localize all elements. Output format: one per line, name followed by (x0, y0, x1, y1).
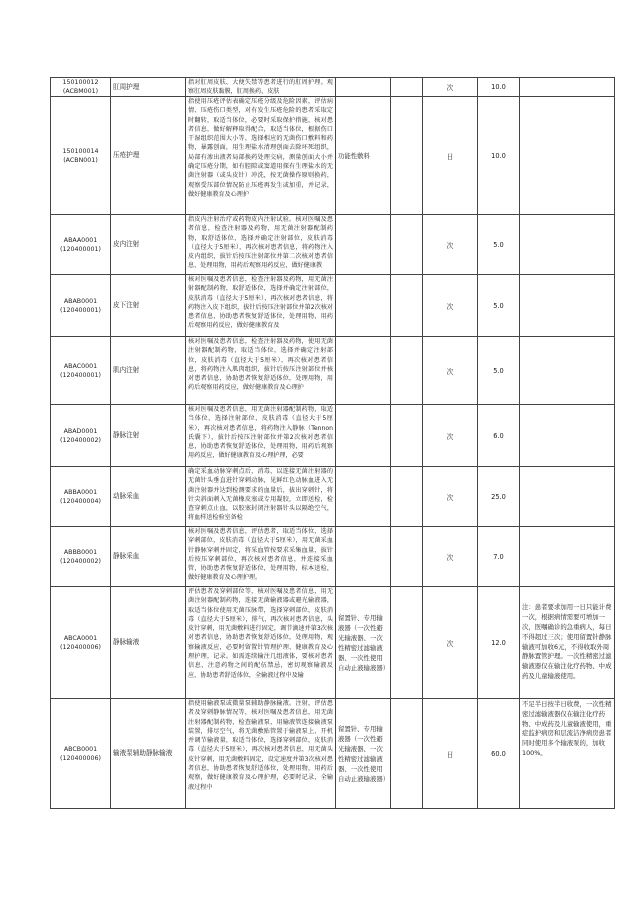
item-content-cell (186, 467, 336, 527)
item-name: 肛周护理 (111, 78, 186, 97)
item-code-legacy: (120400002) (60, 436, 101, 444)
item-content: 指对肛周皮肤、大便失禁等患者进行的肛周护理。观察肛周皮肤黏膜，肛周换药，皮肤 (188, 79, 333, 95)
item-code-legacy: (120400004) (60, 497, 101, 505)
item-exclusions: 留置针、专用输液器（一次性避光输液器、一次性精密过滤输液器、一次性使用自动止液输液器） (336, 587, 391, 699)
item-code-cell (51, 699, 111, 809)
item-price: 10.0 (478, 78, 520, 97)
item-notes: 注：患者要求加用一日只能计费一次，根据病情需要可增加一次，医嘱确诊的急重病人，每日不得超过三次；使用留置针静脉输液可加收6元，不得收取外周静脉置管护理。一次性精密过滤输液器仅在输注化疗药物、中成药及儿童输液使用。 (520, 587, 615, 699)
item-code: ABCA0001 (63, 634, 98, 642)
item-exclusions (336, 275, 391, 337)
table-row (51, 587, 615, 699)
item-content: 核对医嘱及患者信息，检查注射器及药物，用无菌注射器配制药物，取舒适体位，选择并确定注射部位，皮肤消毒（直径大于5厘米），再次核对患者信息，将药物注入皮下组织，拔针后按压注射部位并第2次核对患者信息，协助患者恢复舒适体位，处理用物，用药后观察用药反应，做好健康教育及 (188, 276, 333, 330)
item-code-cell (51, 215, 111, 275)
table-row (51, 405, 615, 467)
item-price: 5.0 (478, 215, 520, 275)
item-code-cell (51, 275, 111, 337)
item-name: 皮下注射 (111, 275, 186, 337)
item-notes (520, 337, 615, 405)
item-content: 评估患者及穿刺部位等，核对医嘱及患者信息，用无菌注射器配制药物，连接无菌输液器或避光输液器，取适当体位使用无菌压脉带，选择穿刺部位，皮肤消毒（直径大于5厘米），排气，再次核对患者信息，头皮针穿刺，用无菌敷料进行固定，调节滴速并第3次核对患者信息，协助患者恢复舒适体位，处理用物，观察输液反应，必要时留置针管理护理、健康教育及心理护理，记录。如需连续输注几组液体，要核对患者信息，注意药物之间的配伍禁忌，密切观察输液反应，协助患者舒适体位，全输液过程中及输 (188, 588, 333, 679)
item-content-cell (186, 215, 336, 275)
item-exclusions (336, 405, 391, 467)
item-price: 60.0 (478, 699, 520, 809)
item-name: 静脉采血 (111, 527, 186, 587)
item-code: ABCB0001 (63, 745, 98, 753)
item-unit: 次 (423, 337, 478, 405)
item-code: 150100012 (62, 79, 99, 86)
item-notes (520, 78, 615, 97)
item-content: 核对医嘱及患者信息，检查注射器及药物，使用无菌注射器配制药物，取适当体位，选择并确定注射部位，皮肤消毒（直径大于5厘米），再次核对患者信息，将药物注入肌肉组织，拔针后按压注射部位并核对患者信息，协助患者恢复舒适体位，处理用物，用药后观察用药反应，做好健康教育及心理护 (188, 338, 333, 392)
table-row (51, 337, 615, 405)
item-exclusions (336, 337, 391, 405)
item-name: 压疮护理 (111, 97, 186, 215)
item-price: 25.0 (478, 467, 520, 527)
item-content: 核对医嘱及患者信息，用无菌注射器配制药物，取适当体位，选择注射部位，皮肤消毒（直径大于5厘米），再次核对患者信息，将药物注入静脉（Tennon氏囊下），拔针后按压注射部位并第2次核对患者信息，协助患者恢复舒适体位，处理用物，用药后观察用药反应，做好健康教育及心理护理，必要 (188, 406, 333, 460)
fee-table (50, 77, 615, 809)
table-row (51, 699, 615, 809)
item-unit: 日 (423, 699, 478, 809)
item-code: ABAD0001 (63, 427, 98, 435)
empty-cell (391, 97, 423, 215)
item-code-legacy: (120400002) (60, 557, 101, 565)
table-row (51, 467, 615, 527)
item-name: 皮内注射 (111, 215, 186, 275)
item-content-cell (186, 78, 336, 97)
item-code-legacy: (ACBM001) (62, 88, 99, 95)
item-unit: 次 (423, 215, 478, 275)
item-code: ABAB0001 (63, 297, 98, 305)
item-notes (520, 405, 615, 467)
item-code-cell (51, 78, 111, 97)
table-row (51, 527, 615, 587)
empty-cell (391, 215, 423, 275)
item-code-cell (51, 587, 111, 699)
item-notes: 不足半日按半日收费，一次性精密过滤输液器仅在输注化疗药物、中成药及儿童输液使用，重症监护病房和层流洁净病房患者同时使用多个输液泵的，加收100%。 (520, 699, 615, 809)
item-unit: 次 (423, 78, 478, 97)
item-exclusions (336, 78, 391, 97)
item-name: 静脉输液 (111, 587, 186, 699)
item-notes (520, 97, 615, 215)
item-name: 动脉采血 (111, 467, 186, 527)
item-code-cell (51, 97, 111, 215)
item-code-cell (51, 337, 111, 405)
item-content: 指使用输液泵或微量泵辅助静脉输液。注射，评估患者及穿刺静脉情况等，核对医嘱及患者信息，用无菌注射器配制药物，检查输液泵，用输液管连接输液泵装置，排尽空气，将无菌敷贴管置于输液泵上，开机并调节输液量，取适当体位，选择穿刺部位，皮肤消毒（直径大于5厘米），再次核对患者信息，用无菌头皮针穿刺，用无菌敷料固定，设定速度并第3次核对患者信息，协助患者恢复舒适体位，处理用物，用药后观察，做好健康教育及心理护理，必要时记录，全输液过程中 (188, 700, 333, 791)
item-content: 核对医嘱及患者信息，评估患者，取适当体位，选择穿刺部位，皮肤消毒（直径大于5厘米），用无菌采血针静脉穿刺并固定，将采血管按要求采集血量，拔针后按压穿刺部位，再次核对患者信息，并连接采血管，协助患者恢复舒适体位，处理用物，标本送检，做好健康教育及心理护理。 (188, 528, 333, 582)
item-exclusions (336, 215, 391, 275)
item-content-cell (186, 275, 336, 337)
item-code-cell (51, 467, 111, 527)
item-content-cell (186, 97, 336, 215)
item-code-cell (51, 405, 111, 467)
item-unit: 次 (423, 587, 478, 699)
empty-cell (391, 467, 423, 527)
table-row (51, 215, 615, 275)
item-code: 150100014 (62, 147, 99, 155)
item-code: ABBB0001 (63, 548, 98, 556)
item-unit: 日 (423, 97, 478, 215)
item-content-cell (186, 699, 336, 809)
table-row (51, 78, 615, 97)
item-exclusions: 留置针、专用输液器（一次性避光输液器、一次性精密过滤输液器、一次性使用自动止液输液器） (336, 699, 391, 809)
item-code: ABBA0001 (63, 488, 98, 496)
item-price: 5.0 (478, 275, 520, 337)
item-code-legacy: (120400006) (60, 643, 101, 651)
empty-cell (391, 699, 423, 809)
item-code-cell (51, 527, 111, 587)
empty-cell (391, 527, 423, 587)
table-row (51, 275, 615, 337)
item-code-legacy: (ACBN001) (63, 156, 98, 164)
item-unit: 次 (423, 405, 478, 467)
item-name: 静脉注射 (111, 405, 186, 467)
item-notes (520, 467, 615, 527)
item-price: 6.0 (478, 405, 520, 467)
item-code-legacy: (120400006) (60, 754, 101, 762)
item-price: 12.0 (478, 587, 520, 699)
item-unit: 次 (423, 467, 478, 527)
item-exclusions (336, 467, 391, 527)
item-content-cell (186, 527, 336, 587)
empty-cell (391, 587, 423, 699)
empty-cell (391, 405, 423, 467)
item-code-legacy: (120400001) (60, 245, 101, 253)
item-name: 肌内注射 (111, 337, 186, 405)
item-content-cell (186, 337, 336, 405)
table-row (51, 97, 615, 215)
item-code: ABAC0001 (63, 362, 98, 370)
item-code: ABAA0001 (63, 236, 98, 244)
table-body (51, 78, 615, 809)
empty-cell (391, 337, 423, 405)
item-content: 指使用压疮评估表确定压疮分级及危险因素，评估病情、压疮伤口类型，对有发生压疮危险的患者采取定时翻转，取适当体位，必要时采取保护措施，核对患者信息，做好解释取得配合，取适当体位，根据伤口干湿组织范围大小等，选择相应的无菌伤口敷料和药物，暴露创面，用生理盐水清理创面去除坏死组织，局部有渗出液者局部换药处理交病，测量创面大小并确定压疮分期，如有腔隙或窦道用探有生理盐水的无菌注射器（或头皮针）冲洗，按无菌操作原则换药，观察受压部位情况防止压疮再发生或加重，并记录，做好健康教育及心理护 (188, 98, 333, 198)
item-price: 10.0 (478, 97, 520, 215)
item-notes (520, 215, 615, 275)
item-price: 7.0 (478, 527, 520, 587)
item-content-cell (186, 405, 336, 467)
item-price: 5.0 (478, 337, 520, 405)
item-code-legacy: (120400001) (60, 371, 101, 379)
item-notes (520, 275, 615, 337)
item-content-cell (186, 587, 336, 699)
empty-cell (391, 78, 423, 97)
item-exclusions: 功能性敷料 (336, 97, 391, 215)
item-content: 确定采血动脉穿刺点后，消毒，以连接无菌注射器的无菌针头垂直进针穿刺动脉，见鲜红色动脉血进入无菌注射器并达到检测要求的血量后，拔出穿刺针，将针尖斜面刺入无菌橡皮塞或专用凝胶，立即送检，检查穿刺点止血，以胶塞封闭注射器针头以隔绝空气，将血样送检验室备检 (188, 468, 333, 522)
item-exclusions (336, 527, 391, 587)
item-name: 输液泵辅助静脉输液 (111, 699, 186, 809)
empty-cell (391, 275, 423, 337)
item-content: 指皮内注射治疗或药物皮内注射试验。核对医嘱及患者信息，检查注射器及药物，用无菌注射器配制药物，取舒适体位，选择并确定注射部位，皮肤消毒（直径大于5厘米），再次核对患者信息，将药物注入皮内组织，拔针后按压注射部位并第二次核对患者信息，处理用物，用药后观察用药反应，做好健康教 (188, 216, 333, 270)
item-notes (520, 527, 615, 587)
item-unit: 次 (423, 527, 478, 587)
item-code-legacy: (120400001) (60, 306, 101, 314)
item-unit: 次 (423, 275, 478, 337)
